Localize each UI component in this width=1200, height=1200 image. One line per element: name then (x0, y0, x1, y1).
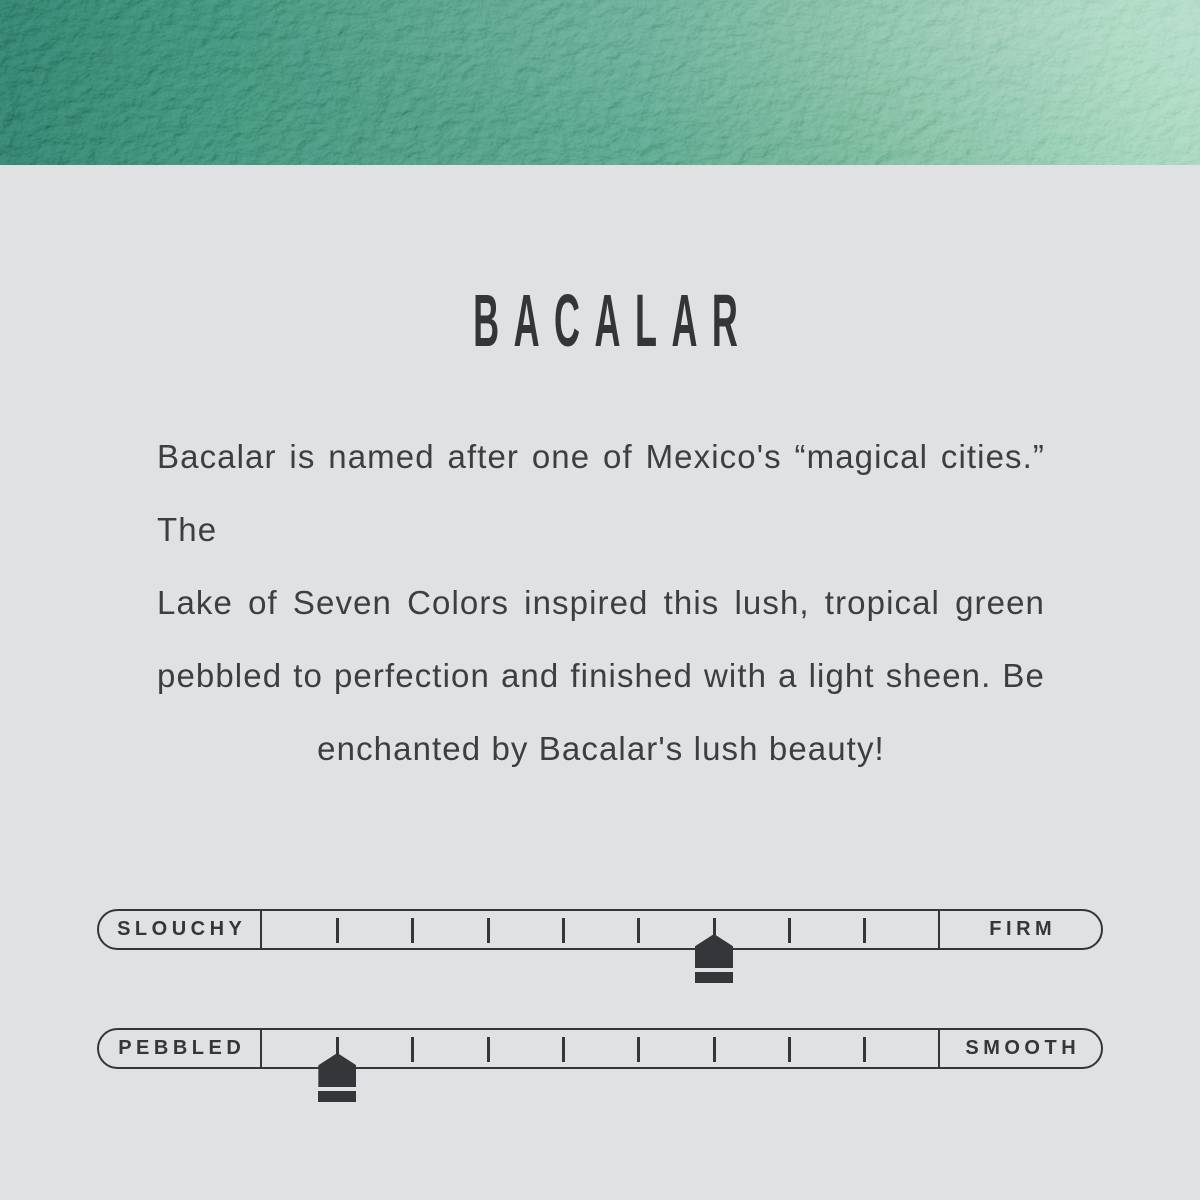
description-line-2: Lake of Seven Colors inspired this lush, tropical green (157, 584, 1045, 621)
scale-tick (562, 1037, 565, 1062)
scale-tick (788, 1037, 791, 1062)
scale-tick (788, 918, 791, 943)
description-line-3: pebbled to perfection and finished with a light sheen. Be (157, 657, 1045, 694)
page-title-text: BACALAR (472, 279, 753, 363)
scale-tick (411, 1037, 414, 1062)
scale-label-text: PEBBLED (118, 1037, 246, 1059)
description-paragraph (157, 420, 1045, 785)
scale-label-firm (938, 911, 1101, 948)
scale-tick (487, 1037, 490, 1062)
scale-marker (318, 1053, 356, 1102)
scale-tick (411, 918, 414, 943)
page-title (0, 267, 1200, 375)
scale-label-text: SMOOTH (965, 1037, 1081, 1059)
scale-tick (863, 918, 866, 943)
pebbled-smooth-scale (97, 1028, 1103, 1069)
scale-label-text: SLOUCHY (117, 918, 247, 940)
scale-label-smooth (938, 1030, 1101, 1067)
description-line-1: Bacalar is named after one of Mexico's “magical cities.” The (157, 438, 1045, 548)
scale-tick (562, 918, 565, 943)
scale-tick (863, 1037, 866, 1062)
marker-bar-icon (695, 972, 733, 983)
leather-sheen-highlight (0, 0, 1200, 165)
scale-label-text: FIRM (989, 918, 1057, 940)
leather-texture-banner (0, 0, 1200, 165)
scale-tick (637, 918, 640, 943)
scale-tick (487, 918, 490, 943)
scale-tick (336, 918, 339, 943)
scale-tick (713, 1037, 716, 1062)
scale-label-pebbled (99, 1030, 262, 1067)
marker-arrow-icon (318, 1053, 356, 1087)
scale-label-slouchy (99, 911, 262, 948)
slouchy-firm-scale (97, 909, 1103, 950)
marker-bar-icon (318, 1091, 356, 1102)
description-line-4: enchanted by Bacalar's lush beauty! (317, 730, 885, 767)
marker-arrow-icon (695, 934, 733, 968)
scale-tick (637, 1037, 640, 1062)
scale-marker (695, 934, 733, 983)
